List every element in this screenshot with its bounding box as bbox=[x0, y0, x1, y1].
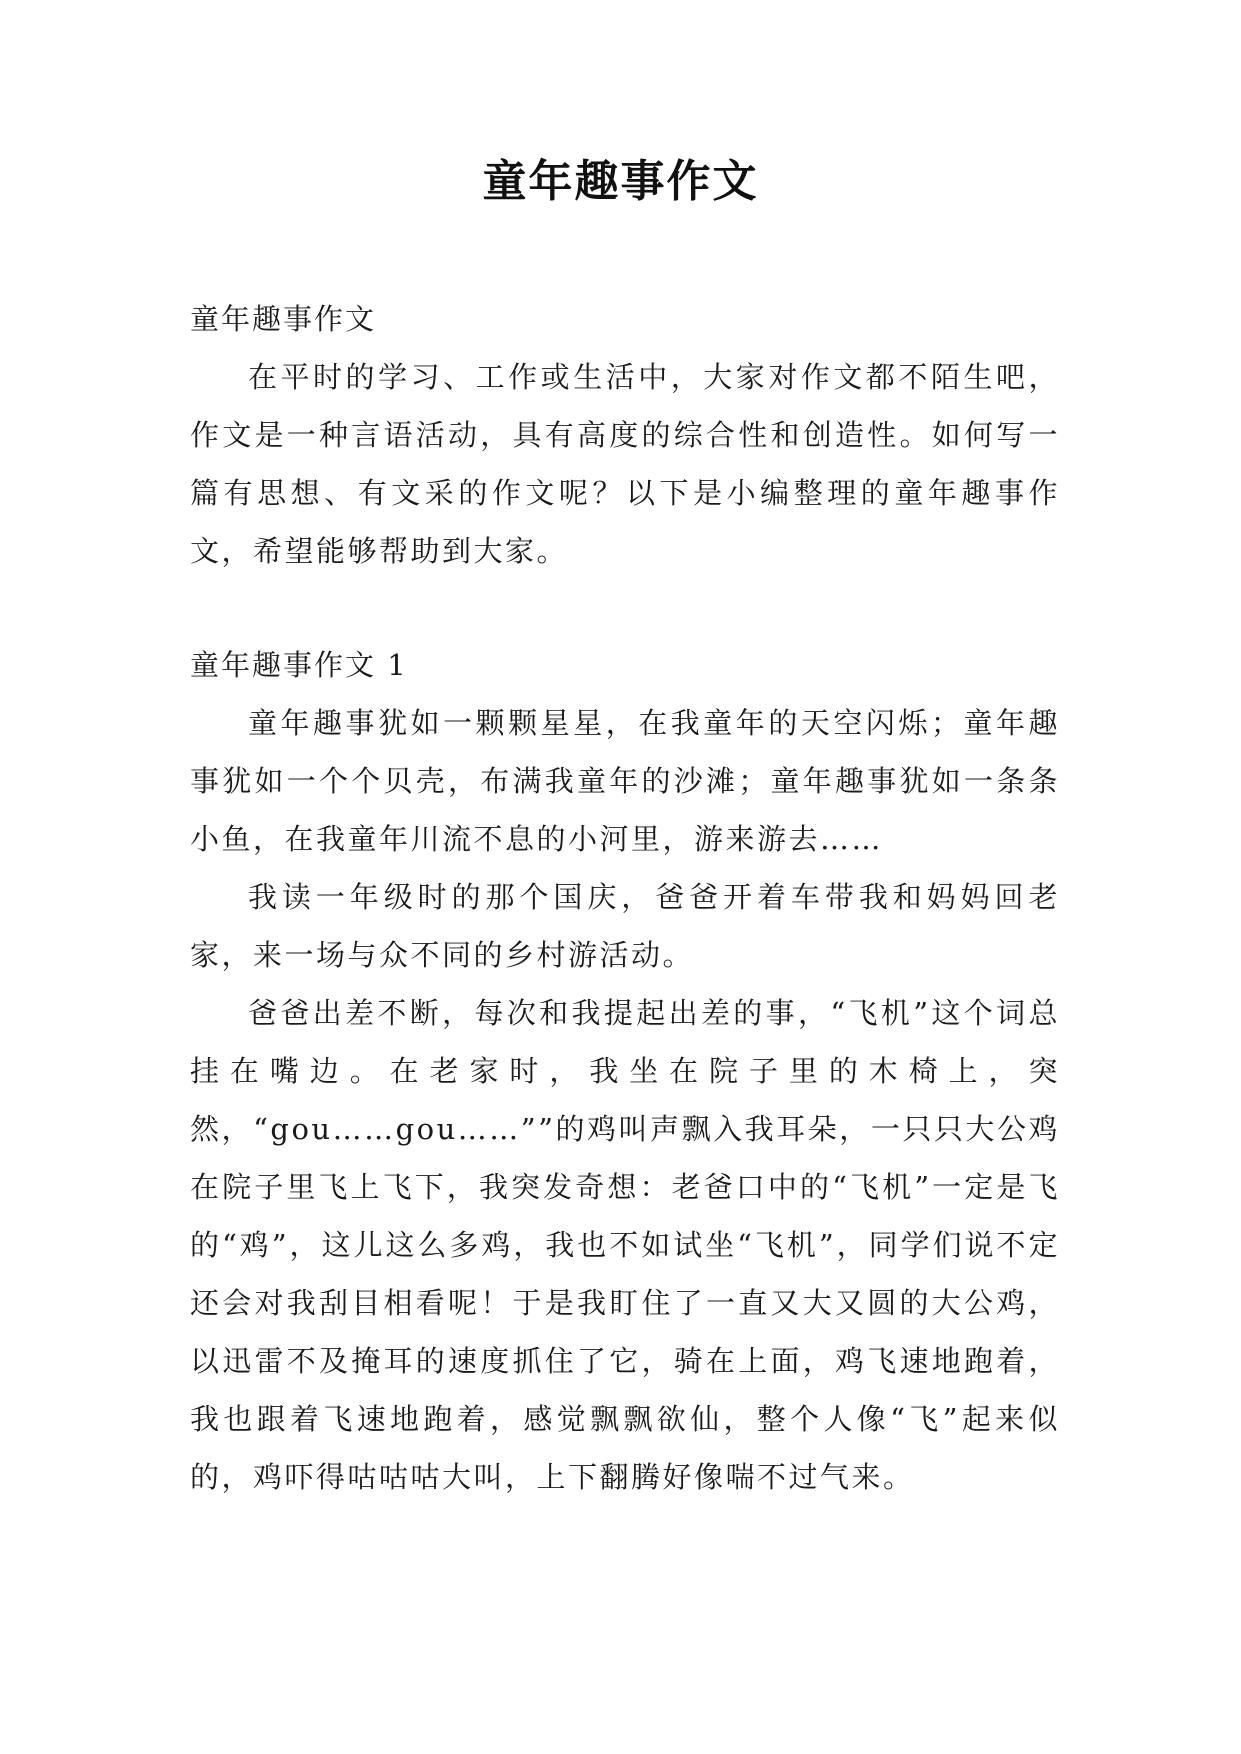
section-spacer bbox=[190, 580, 1060, 636]
essay-1-paragraph-3: 爸爸出差不断，每次和我提起出差的事，“飞机”这个词总挂在嘴边。在老家时，我坐在院子里的木椅上，突然，“gou……gou……””的鸡叫声飘入我耳朵，一只只大公鸡在院子里飞上飞下，我突发奇想：老爸口中的“飞机”一定是飞的“鸡”，这儿这么多鸡，我也不如试坐“飞机”，同学们说不定还会对我刮目相看呢！于是我盯住了一直又大又圆的大公鸡，以迅雷不及掩耳的速度抓住了它，骑在上面，鸡飞速地跑着，我也跟着飞速地跑着，感觉飘飘欲仙，整个人像“飞”起来似的，鸡吓得咕咕咕大叫，上下翻腾好像喘不过气来。 bbox=[190, 996, 1060, 1494]
essay-1-heading: 童年趣事作文 1 bbox=[190, 648, 408, 682]
document-body bbox=[190, 290, 1060, 1506]
document-title: 童年趣事作文 bbox=[482, 156, 759, 207]
essay-1-paragraph-1: 童年趣事犹如一颗颗星星，在我童年的天空闪烁；童年趣事犹如一个个贝壳，布满我童年的沙滩；童年趣事犹如一条条小鱼，在我童年川流不息的小河里，游来游去…… bbox=[190, 706, 1060, 856]
intro-paragraph: 在平时的学习、工作或生活中，大家对作文都不陌生吧，作文是一种言语活动，具有高度的综合性和创造性。如何写一篇有思想、有文采的作文呢？以下是小编整理的童年趣事作文，希望能够帮助到大家。 bbox=[190, 360, 1060, 568]
intro-heading: 童年趣事作文 bbox=[190, 302, 377, 336]
essay-1-paragraph-2: 我读一年级时的那个国庆，爸爸开着车带我和妈妈回老家，来一场与众不同的乡村游活动。 bbox=[190, 880, 1060, 972]
